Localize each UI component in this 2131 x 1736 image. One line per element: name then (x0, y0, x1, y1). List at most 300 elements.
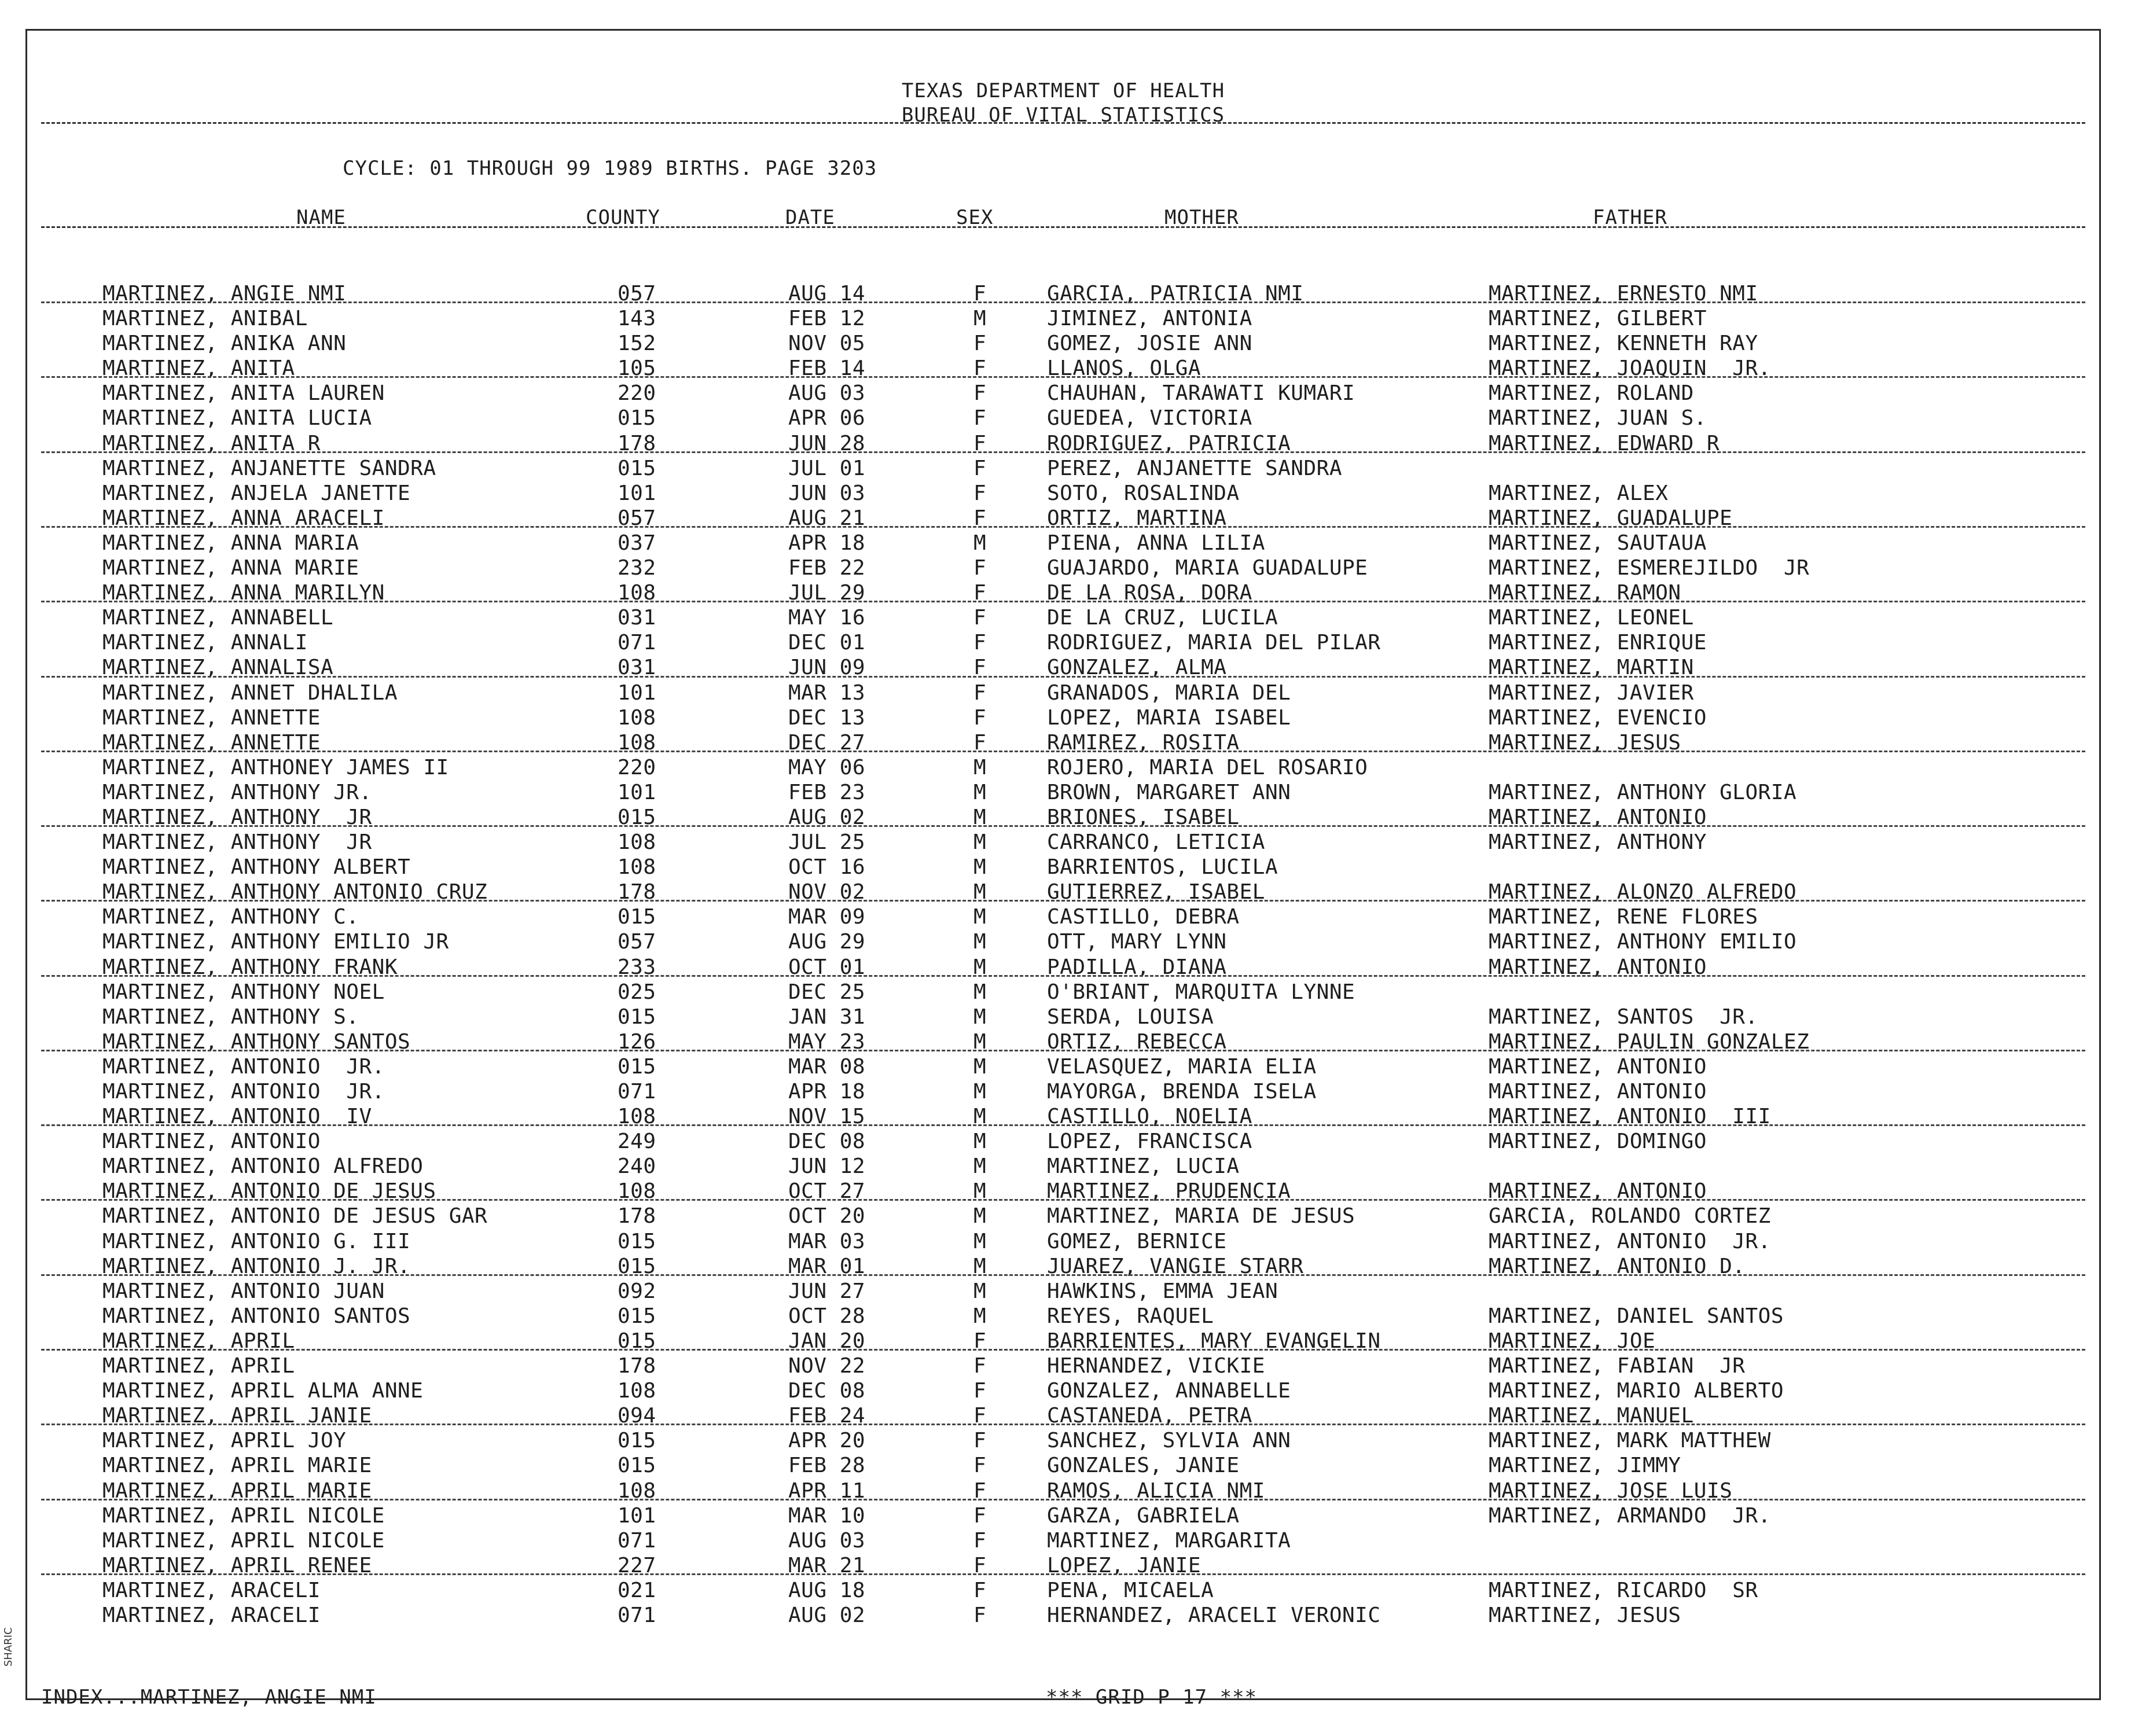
index-footer: INDEX...MARTINEZ, ANGIE NMI (41, 1686, 377, 1709)
record-mother: HERNANDEZ, VICKIE (1047, 1354, 1265, 1378)
record-county: 021 (618, 1578, 656, 1602)
record-name: MARTINEZ, ANNALI (102, 631, 308, 655)
record-date: AUG 29 (788, 930, 866, 954)
document-frame (25, 29, 2101, 1709)
record-date: APR 20 (788, 1429, 866, 1453)
record-father: MARTINEZ, LEONEL (1489, 606, 1694, 630)
record-mother: JIMINEZ, ANTONIA (1047, 307, 1252, 331)
record-county: 015 (618, 456, 656, 480)
record-mother: GOMEZ, BERNICE (1047, 1229, 1227, 1253)
record-sex: F (973, 1478, 987, 1503)
record-date: FEB 24 (788, 1404, 866, 1428)
record-row (27, 1153, 2099, 1178)
record-row (27, 1353, 2099, 1378)
record-name: MARTINEZ, ANNETTE (102, 730, 321, 755)
record-father: MARTINEZ, ALONZO ALFREDO (1489, 880, 1797, 904)
record-county: 227 (618, 1553, 656, 1577)
record-father: MARTINEZ, JOSE LUIS (1489, 1478, 1733, 1503)
record-row (27, 431, 2099, 455)
record-mother: GUEDEA, VICTORIA (1047, 406, 1252, 431)
record-name: MARTINEZ, ANTONIO JUAN (102, 1279, 385, 1303)
column-header-county: COUNTY (586, 206, 660, 229)
record-row (27, 380, 2099, 405)
record-sex: M (973, 855, 987, 880)
record-sex: F (973, 705, 987, 730)
record-date: JUN 09 (788, 656, 866, 680)
record-date: MAY 23 (788, 1029, 866, 1054)
record-mother: PENA, MICAELA (1047, 1578, 1214, 1602)
record-row (27, 904, 2099, 929)
record-county: 071 (618, 631, 656, 655)
record-mother: MARTINEZ, LUCIA (1047, 1154, 1240, 1179)
record-name: MARTINEZ, ANTHONY FRANK (102, 955, 398, 979)
record-mother: GONZALEZ, ALMA (1047, 656, 1227, 680)
record-county: 015 (618, 1229, 656, 1253)
record-father: MARTINEZ, ROLAND (1489, 381, 1694, 406)
record-father: MARTINEZ, GILBERT (1489, 307, 1707, 331)
record-date: JUL 29 (788, 581, 866, 605)
record-mother: MARTINEZ, PRUDENCIA (1047, 1179, 1291, 1204)
record-county: 015 (618, 1054, 656, 1079)
record-county: 143 (618, 307, 656, 331)
record-county: 101 (618, 481, 656, 505)
record-county: 220 (618, 755, 656, 779)
record-date: NOV 15 (788, 1105, 866, 1129)
record-row (27, 1403, 2099, 1428)
record-sex: M (973, 1229, 987, 1253)
record-sex: F (973, 730, 987, 755)
record-father: MARTINEZ, ANTHONY (1489, 830, 1707, 855)
record-date: MAR 13 (788, 681, 866, 705)
record-row (27, 755, 2099, 779)
record-name: MARTINEZ, ARACELI (102, 1578, 321, 1602)
record-county: 108 (618, 705, 656, 730)
record-father: MARTINEZ, ANTHONY GLORIA (1489, 780, 1797, 804)
record-date: AUG 02 (788, 1603, 866, 1627)
record-mother: CASTILLO, DEBRA (1047, 905, 1240, 929)
record-mother: ROJERO, MARIA DEL ROSARIO (1047, 755, 1368, 779)
record-date: JUL 25 (788, 830, 866, 855)
record-county: 178 (618, 880, 656, 904)
record-name: MARTINEZ, ANIBAL (102, 307, 308, 331)
record-sex: F (973, 356, 987, 381)
record-name: MARTINEZ, ANIKA ANN (102, 332, 347, 356)
record-mother: RAMIREZ, ROSITA (1047, 730, 1240, 755)
record-name: MARTINEZ, ANTONIO JR. (102, 1054, 385, 1079)
record-date: APR 18 (788, 531, 866, 555)
record-name: MARTINEZ, APRIL (102, 1329, 295, 1353)
record-date: FEB 12 (788, 307, 866, 331)
record-sex: M (973, 755, 987, 779)
record-father: MARTINEZ, ANTONIO (1489, 1054, 1707, 1079)
cycle-line: CYCLE: 01 THROUGH 99 1989 BIRTHS. PAGE 3203 (343, 157, 877, 180)
record-date: DEC 08 (788, 1379, 866, 1403)
record-row (27, 979, 2099, 1004)
record-name: MARTINEZ, ANTHONY JR (102, 830, 372, 855)
record-date: AUG 03 (788, 1528, 866, 1553)
record-mother: RODRIGUEZ, PATRICIA (1047, 431, 1291, 455)
side-label: SHARIC (2, 1627, 14, 1667)
record-row (27, 1229, 2099, 1253)
record-sex: M (973, 1304, 987, 1328)
record-date: NOV 02 (788, 880, 866, 904)
record-name: MARTINEZ, APRIL NICOLE (102, 1503, 385, 1528)
record-name: MARTINEZ, ANGIE NMI (102, 282, 347, 306)
bureau-title: BUREAU OF VITAL STATISTICS (901, 104, 1225, 127)
record-row (27, 804, 2099, 829)
record-father: MARTINEZ, ANTONIO (1489, 955, 1707, 979)
record-sex: F (973, 282, 987, 306)
records-list (27, 281, 2099, 1627)
record-father: MARTINEZ, JOE (1489, 1329, 1656, 1353)
record-date: MAR 08 (788, 1054, 866, 1079)
record-county: 037 (618, 531, 656, 555)
record-date: AUG 21 (788, 506, 866, 530)
record-mother: DE LA CRUZ, LUCILA (1047, 606, 1278, 630)
record-name: MARTINEZ, ANTONIO (102, 1130, 321, 1154)
record-row (27, 605, 2099, 630)
record-date: JUN 28 (788, 431, 866, 455)
record-sex: F (973, 581, 987, 605)
record-mother: GONZALES, JANIE (1047, 1454, 1240, 1478)
record-sex: M (973, 1179, 987, 1204)
record-name: MARTINEZ, ANNA ARACELI (102, 506, 385, 530)
record-sex: M (973, 1204, 987, 1229)
record-father: MARTINEZ, ANTONIO (1489, 1179, 1707, 1204)
record-sex: M (973, 1054, 987, 1079)
record-row (27, 306, 2099, 330)
record-date: FEB 28 (788, 1454, 866, 1478)
record-row (27, 330, 2099, 355)
record-county: 178 (618, 1354, 656, 1378)
record-sex: M (973, 955, 987, 979)
record-row (27, 1178, 2099, 1203)
record-name: MARTINEZ, ARACELI (102, 1603, 321, 1627)
record-date: MAR 03 (788, 1229, 866, 1253)
record-mother: CHAUHAN, TARAWATI KUMARI (1047, 381, 1355, 406)
record-father: MARTINEZ, ANTONIO D. (1489, 1254, 1746, 1278)
record-mother: LOPEZ, FRANCISCA (1047, 1130, 1252, 1154)
record-sex: F (973, 631, 987, 655)
record-name: MARTINEZ, ANNA MARIA (102, 531, 359, 555)
record-mother: ORTIZ, REBECCA (1047, 1029, 1227, 1054)
record-date: DEC 27 (788, 730, 866, 755)
record-sex: M (973, 1154, 987, 1179)
record-row (27, 1303, 2099, 1328)
record-name: MARTINEZ, ANTHONY JR (102, 805, 372, 829)
record-name: MARTINEZ, ANNA MARILYN (102, 581, 385, 605)
record-father: MARTINEZ, ENRIQUE (1489, 631, 1707, 655)
record-name: MARTINEZ, ANITA LUCIA (102, 406, 372, 431)
record-name: MARTINEZ, APRIL (102, 1354, 295, 1378)
record-name: MARTINEZ, ANNA MARIE (102, 556, 359, 580)
record-row (27, 1128, 2099, 1153)
record-county: 057 (618, 930, 656, 954)
record-mother: RODRIGUEZ, MARIA DEL PILAR (1047, 631, 1381, 655)
record-sex: F (973, 456, 987, 480)
record-row (27, 705, 2099, 730)
record-county: 071 (618, 1603, 656, 1627)
record-mother: RAMOS, ALICIA NMI (1047, 1478, 1265, 1503)
record-mother: MARTINEZ, MARGARITA (1047, 1528, 1291, 1553)
record-mother: LLANOS, OLGA (1047, 356, 1202, 381)
record-row (27, 505, 2099, 530)
record-county: 057 (618, 282, 656, 306)
record-sex: M (973, 980, 987, 1004)
record-date: OCT 20 (788, 1204, 866, 1229)
record-row (27, 1054, 2099, 1079)
record-father: MARTINEZ, JUAN S. (1489, 406, 1707, 431)
record-name: MARTINEZ, ANTONIO J. JR. (102, 1254, 411, 1278)
record-name: MARTINEZ, ANTHONY JR. (102, 780, 372, 804)
record-father: MARTINEZ, ARMANDO JR. (1489, 1503, 1771, 1528)
record-county: 031 (618, 656, 656, 680)
record-father: MARTINEZ, GUADALUPE (1489, 506, 1733, 530)
record-father: MARTINEZ, FABIAN JR (1489, 1354, 1746, 1378)
record-mother: HERNANDEZ, ARACELI VERONIC (1047, 1603, 1381, 1627)
record-county: 015 (618, 1304, 656, 1328)
record-mother: OTT, MARY LYNN (1047, 930, 1227, 954)
column-header-divider (41, 226, 2085, 228)
record-mother: GARCIA, PATRICIA NMI (1047, 282, 1304, 306)
record-father: MARTINEZ, JIMMY (1489, 1454, 1681, 1478)
record-sex: M (973, 1105, 987, 1129)
record-county: 108 (618, 730, 656, 755)
record-date: MAY 06 (788, 755, 866, 779)
record-sex: F (973, 606, 987, 630)
record-date: FEB 22 (788, 556, 866, 580)
record-mother: GOMEZ, JOSIE ANN (1047, 332, 1252, 356)
record-mother: GRANADOS, MARIA DEL (1047, 681, 1291, 705)
record-sex: F (973, 332, 987, 356)
record-mother: CARRANCO, LETICIA (1047, 830, 1265, 855)
record-name: MARTINEZ, APRIL ALMA ANNE (102, 1379, 424, 1403)
record-row (27, 630, 2099, 654)
record-father: MARTINEZ, SANTOS JR. (1489, 1005, 1758, 1029)
record-date: DEC 25 (788, 980, 866, 1004)
record-name: MARTINEZ, ANTONIO JR. (102, 1080, 385, 1104)
record-sex: F (973, 681, 987, 705)
record-sex: M (973, 307, 987, 331)
record-name: MARTINEZ, ANTHONY ALBERT (102, 855, 411, 880)
record-county: 108 (618, 1478, 656, 1503)
record-date: OCT 16 (788, 855, 866, 880)
record-name: MARTINEZ, ANTHONY EMILIO JR (102, 930, 449, 954)
record-row (27, 1253, 2099, 1278)
record-name: MARTINEZ, APRIL JOY (102, 1429, 347, 1453)
record-mother: BRIONES, ISABEL (1047, 805, 1240, 829)
record-date: MAR 10 (788, 1503, 866, 1528)
record-date: JUL 01 (788, 456, 866, 480)
record-mother: JUAREZ, VANGIE STARR (1047, 1254, 1304, 1278)
record-date: APR 11 (788, 1478, 866, 1503)
record-name: MARTINEZ, ANTONIO DE JESUS GAR (102, 1204, 488, 1229)
record-county: 233 (618, 955, 656, 979)
record-mother: PIENA, ANNA LILIA (1047, 531, 1265, 555)
record-father: MARTINEZ, JESUS (1489, 1603, 1681, 1627)
record-sex: M (973, 880, 987, 904)
record-father: MARTINEZ, ANTHONY EMILIO (1489, 930, 1797, 954)
grid-footer: *** GRID P 17 *** (1046, 1686, 1257, 1709)
record-county: 015 (618, 1005, 656, 1029)
record-row (27, 1079, 2099, 1104)
record-county: 232 (618, 556, 656, 580)
column-header-mother: MOTHER (1164, 206, 1239, 229)
record-county: 152 (618, 332, 656, 356)
record-father: MARTINEZ, KENNETH RAY (1489, 332, 1758, 356)
record-row (27, 730, 2099, 755)
record-mother: CASTILLO, NOELIA (1047, 1105, 1252, 1129)
record-father: MARTINEZ, EVENCIO (1489, 705, 1707, 730)
record-mother: PEREZ, ANJANETTE SANDRA (1047, 456, 1342, 480)
record-father: MARTINEZ, SAUTAUA (1489, 531, 1707, 555)
record-mother: PADILLA, DIANA (1047, 955, 1227, 979)
record-name: MARTINEZ, ANTHONY ANTONIO CRUZ (102, 880, 488, 904)
record-name: MARTINEZ, ANTHONY C. (102, 905, 359, 929)
record-mother: REYES, RAQUEL (1047, 1304, 1214, 1328)
record-sex: M (973, 531, 987, 555)
record-father: MARTINEZ, JESUS (1489, 730, 1681, 755)
record-mother: MARTINEZ, MARIA DE JESUS (1047, 1204, 1355, 1229)
record-county: 108 (618, 1179, 656, 1204)
record-father: MARTINEZ, MARK MATTHEW (1489, 1429, 1771, 1453)
record-mother: GUTIERREZ, ISABEL (1047, 880, 1265, 904)
record-name: MARTINEZ, APRIL RENEE (102, 1553, 372, 1577)
record-name: MARTINEZ, ANNET DHALILA (102, 681, 398, 705)
record-sex: M (973, 1080, 987, 1104)
record-father: MARTINEZ, RAMON (1489, 581, 1681, 605)
record-row (27, 1478, 2099, 1503)
record-county: 015 (618, 1429, 656, 1453)
record-sex: M (973, 830, 987, 855)
record-sex: M (973, 905, 987, 929)
record-name: MARTINEZ, APRIL NICOLE (102, 1528, 385, 1553)
record-county: 057 (618, 506, 656, 530)
record-county: 101 (618, 1503, 656, 1528)
record-date: AUG 18 (788, 1578, 866, 1602)
record-mother: HAWKINS, EMMA JEAN (1047, 1279, 1278, 1303)
record-row (27, 530, 2099, 555)
record-father: MARTINEZ, ANTONIO (1489, 805, 1707, 829)
record-row (27, 1602, 2099, 1627)
record-name: MARTINEZ, ANITA LAUREN (102, 381, 385, 406)
record-county: 094 (618, 1404, 656, 1428)
record-father: MARTINEZ, DANIEL SANTOS (1489, 1304, 1784, 1328)
record-date: NOV 22 (788, 1354, 866, 1378)
record-mother: O'BRIANT, MARQUITA LYNNE (1047, 980, 1355, 1004)
record-father: MARTINEZ, RENE FLORES (1489, 905, 1758, 929)
record-row (27, 1378, 2099, 1403)
record-date: JUN 12 (788, 1154, 866, 1179)
record-date: APR 06 (788, 406, 866, 431)
record-sex: F (973, 656, 987, 680)
record-mother: MAYORGA, BRENDA ISELA (1047, 1080, 1317, 1104)
record-county: 031 (618, 606, 656, 630)
record-name: MARTINEZ, ANITA R (102, 431, 321, 455)
record-date: MAR 21 (788, 1553, 866, 1577)
record-sex: M (973, 805, 987, 829)
record-row (27, 1203, 2099, 1228)
record-date: MAR 01 (788, 1254, 866, 1278)
record-mother: DE LA ROSA, DORA (1047, 581, 1252, 605)
record-date: AUG 02 (788, 805, 866, 829)
record-sex: F (973, 1528, 987, 1553)
record-sex: F (973, 1603, 987, 1627)
record-sex: F (973, 506, 987, 530)
record-row (27, 355, 2099, 380)
record-father: GARCIA, ROLANDO CORTEZ (1489, 1204, 1771, 1229)
record-mother: BARRIENTOS, LUCILA (1047, 855, 1278, 880)
record-date: DEC 01 (788, 631, 866, 655)
record-name: MARTINEZ, ANJELA JANETTE (102, 481, 411, 505)
record-county: 101 (618, 681, 656, 705)
record-row (27, 405, 2099, 430)
record-father: MARTINEZ, ANTONIO III (1489, 1105, 1771, 1129)
record-name: MARTINEZ, APRIL MARIE (102, 1454, 372, 1478)
record-mother: GUAJARDO, MARIA GUADALUPE (1047, 556, 1368, 580)
record-row (27, 1029, 2099, 1054)
record-mother: GARZA, GABRIELA (1047, 1503, 1240, 1528)
record-row (27, 455, 2099, 480)
record-county: 015 (618, 805, 656, 829)
record-row (27, 1328, 2099, 1353)
record-date: JAN 20 (788, 1329, 866, 1353)
record-county: 108 (618, 581, 656, 605)
record-mother: CASTANEDA, PETRA (1047, 1404, 1252, 1428)
record-name: MARTINEZ, ANJANETTE SANDRA (102, 456, 436, 480)
record-county: 108 (618, 1379, 656, 1403)
record-father: MARTINEZ, MARTIN (1489, 656, 1694, 680)
record-name: MARTINEZ, ANTONIO SANTOS (102, 1304, 411, 1328)
record-county: 178 (618, 431, 656, 455)
record-mother: LOPEZ, JANIE (1047, 1553, 1202, 1577)
record-sex: M (973, 1279, 987, 1303)
record-county: 240 (618, 1154, 656, 1179)
record-name: MARTINEZ, APRIL JANIE (102, 1404, 372, 1428)
record-father: MARTINEZ, MANUEL (1489, 1404, 1694, 1428)
record-date: MAR 09 (788, 905, 866, 929)
column-header-name: NAME (296, 206, 346, 229)
record-name: MARTINEZ, ANTONIO IV (102, 1105, 372, 1129)
record-father: MARTINEZ, EDWARD R (1489, 431, 1720, 455)
record-sex: F (973, 431, 987, 455)
record-father: MARTINEZ, ANTONIO (1489, 1080, 1707, 1104)
record-sex: F (973, 1354, 987, 1378)
record-mother: SANCHEZ, SYLVIA ANN (1047, 1429, 1291, 1453)
record-row (27, 1452, 2099, 1477)
record-father: MARTINEZ, DOMINGO (1489, 1130, 1707, 1154)
record-date: JUN 27 (788, 1279, 866, 1303)
record-row (27, 1553, 2099, 1577)
record-name: MARTINEZ, ANTHONY S. (102, 1005, 359, 1029)
record-name: MARTINEZ, ANTONIO ALFREDO (102, 1154, 424, 1179)
record-father: MARTINEZ, ESMEREJILDO JR (1489, 556, 1810, 580)
record-county: 015 (618, 1329, 656, 1353)
record-county: 015 (618, 1454, 656, 1478)
record-county: 220 (618, 381, 656, 406)
record-row (27, 1104, 2099, 1128)
record-name: MARTINEZ, ANNETTE (102, 705, 321, 730)
record-sex: M (973, 1029, 987, 1054)
record-father: MARTINEZ, PAULIN GONZALEZ (1489, 1029, 1810, 1054)
record-sex: F (973, 381, 987, 406)
record-sex: F (973, 1379, 987, 1403)
column-header-date: DATE (785, 206, 835, 229)
record-father: MARTINEZ, ERNESTO NMI (1489, 282, 1758, 306)
record-mother: ORTIZ, MARTINA (1047, 506, 1227, 530)
record-date: OCT 28 (788, 1304, 866, 1328)
record-sex: F (973, 1553, 987, 1577)
